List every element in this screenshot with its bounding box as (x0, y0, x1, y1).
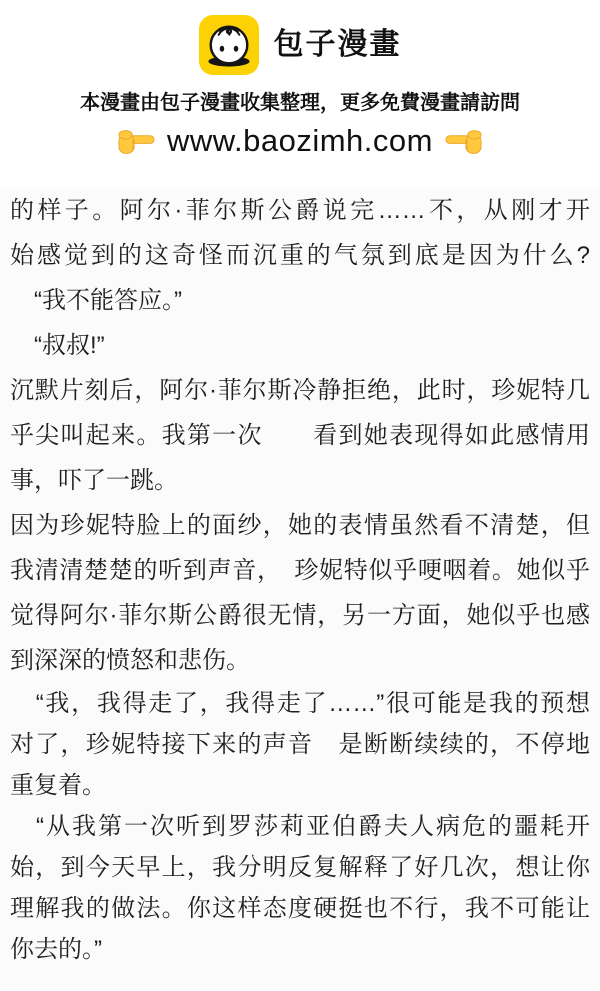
novel-text-line: 始，到今天早上，我分明反复解释了好几次，想让你 (10, 854, 590, 881)
novel-paragraph (10, 323, 590, 368)
novel-paragraph (10, 278, 590, 323)
brand-row (0, 14, 600, 76)
novel-text-line: 事，吓了一跳。 (10, 467, 178, 494)
novel-text-line: 我清清楚楚的听到声音， 珍妮特似乎哽咽着。她似乎 (10, 557, 590, 584)
novel-text-line: “从我第一次听到罗莎莉亚伯爵夫人病危的噩耗开 (10, 813, 590, 840)
novel-paragraph (10, 188, 590, 278)
novel-text-line: 觉得阿尔·菲尔斯公爵很无情，另一方面，她似乎也感 (10, 602, 590, 629)
novel-text-line: 到深深的愤怒和悲伤。 (10, 647, 250, 674)
novel-text-line: 乎尖叫起来。我第一次 看到她表现得如此感情用 (10, 422, 590, 449)
novel-text-line: “叔叔!” (10, 332, 105, 359)
novel-text-line: “我，我得走了，我得走了……”很可能是我的预想 (10, 690, 590, 717)
novel-text-line: 理解我的做法。你这样态度硬挺也不行，我不可能让 (10, 895, 590, 922)
novel-text-line: 沉默片刻后，阿尔·菲尔斯冷静拒绝，此时，珍妮特几 (10, 377, 590, 404)
collect-notice: 本漫畫由包子漫畫收集整理，更多免費漫畫請訪問 (80, 92, 520, 114)
site-url[interactable]: www.baozimh.com (167, 123, 433, 158)
baozi-bun-icon (199, 15, 259, 75)
pointing-left-hand-icon (445, 126, 483, 156)
novel-text-line: 对了，珍妮特接下来的声音 是断断续续的，不停地 (10, 731, 590, 758)
novel-text-line: “我不能答应。” (10, 287, 182, 314)
novel-paragraph (10, 368, 590, 503)
site-header (0, 0, 600, 188)
novel-text-line: 重复着。 (10, 772, 106, 799)
novel-text-line: 始感觉到的这奇怪而沉重的气氛到底是因为什么? (10, 242, 590, 269)
url-row (0, 121, 600, 161)
novel-paragraph (10, 503, 590, 683)
novel-paragraph (10, 683, 590, 806)
pointing-right-hand-icon (117, 126, 155, 156)
novel-text-section (0, 188, 600, 991)
novel-text-line: 的样子。阿尔·菲尔斯公爵说完……不，从刚才开 (10, 197, 590, 224)
app-title: 包子漫畫 (273, 28, 402, 61)
novel-paragraph (10, 806, 590, 970)
novel-text-line: 因为珍妮特脸上的面纱，她的表情虽然看不清楚，但 (10, 512, 590, 539)
novel-text-line: 你去的。” (10, 936, 102, 963)
